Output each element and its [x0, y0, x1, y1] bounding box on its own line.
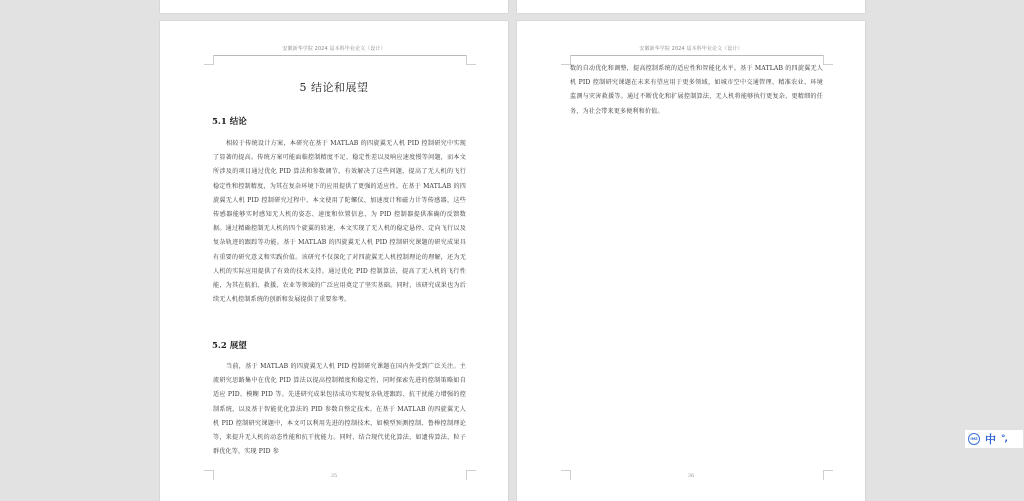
running-header: 安徽新华学院 2024 届本科毕业论文（设计）	[639, 46, 743, 52]
paragraph[interactable]: 数的自动优化和调整，提高控制系统的适应性和智能化水平。基于 MATLAB 的四旋翼无人机 PID 控制研究课题在未来有望应用于更多领域，如城市空中交通管理、精准农业、环境监测与灾害救援等。通过不断优化和扩展控制算法，无人机将能够执行更复杂、更精细的任务，为社会带来更多便利和价值。	[570, 65, 823, 115]
margin-corner-mark	[204, 55, 214, 65]
margin-corner-mark	[466, 55, 476, 65]
header-rule	[570, 55, 823, 56]
chapter-title: 5 结论和展望	[299, 81, 369, 94]
page-number: 36	[687, 473, 695, 479]
running-header: 安徽新华学院 2024 届本科毕业论文（设计）	[282, 46, 386, 52]
continued-body	[570, 62, 823, 119]
paragraph[interactable]: 当前，基于 MATLAB 的四旋翼无人机 PID 控制研究课题在国内外受到广泛关注。主流研究思路集中在优化 PID 算法以提高控制精度和稳定性，同时探索先进的控制策略如自适应 PID、模糊 PID 等。先进研究成果包括成功实现复杂轨迹跟踪、抗干扰能力增强的控制系统，以及基于智能优化算法的 PID 参数自整定技术。在基于 MATLAB 的四旋翼无人机 PID 控制研究课题中，本文可以利用先进的控制技术，如模型预测控制、鲁棒控制理论等，来提升无人机的动态性能和抗干扰能力。同时，结合现代优化算法，如遗传算法、粒子群优化等，实现 PID 参	[213, 363, 466, 456]
document-page-35[interactable]	[160, 21, 508, 501]
ime-punctuation-toggle[interactable]: °,	[1001, 434, 1007, 444]
paragraph[interactable]: 相较于传统设计方案，本研究在基于 MATLAB 的四旋翼无人机 PID 控制研究中实现了显著的提高。传统方案可能面临控制精度不足、稳定性差以及响应速度慢等问题，而本文所涉及的项目通过优化 PID 算法和参数调节，有效解决了这些问题，提高了无人机的飞行稳定性和控制精度，为其在复杂环境下的应用提供了更强的适应性。在基于 MATLAB 的四旋翼无人机 PID 控制研究过程中，本文使用了陀螺仪、加速度计和磁力计等传感器，这些传感器能够实时感知无人机的姿态、速度和位置信息，为 PID 控制器提供准确的反馈数据。通过精确控制无人机的四个旋翼的转速，本文实现了无人机的稳定悬停、定向飞行以及复杂轨迹的跟踪等功能。基于 MATLAB 的四旋翼无人机 PID 控制研究课题的研究成果具有重要的研究意义和实践价值。该研究不仅深化了对四旋翼无人机控制理论的理解，还为无人机的实际应用提供了有效的技术支持。通过优化 PID 控制算法，提高了无人机的飞行性能，为其在航拍、救援、农业等领域的广泛应用奠定了坚实基础。同时，该研究成果也为后续无人机控制系统的创新和发展提供了重要参考。	[213, 140, 466, 304]
previous-page-right	[517, 0, 865, 13]
page-number: 35	[330, 473, 338, 479]
ime-toolbar[interactable]	[965, 430, 1023, 448]
ime-language-toggle[interactable]: 中	[985, 433, 996, 446]
header-rule	[213, 55, 466, 56]
margin-corner-mark	[823, 55, 833, 65]
section-title-conclusion: 5.1 结论	[212, 117, 247, 127]
previous-page-left	[160, 0, 508, 13]
ime-logo-icon[interactable]: IME	[968, 433, 980, 445]
section-body-outlook	[213, 360, 466, 459]
section-body-conclusion	[213, 137, 466, 307]
section-title-outlook: 5.2 展望	[212, 341, 247, 351]
document-page-36[interactable]	[517, 21, 865, 501]
